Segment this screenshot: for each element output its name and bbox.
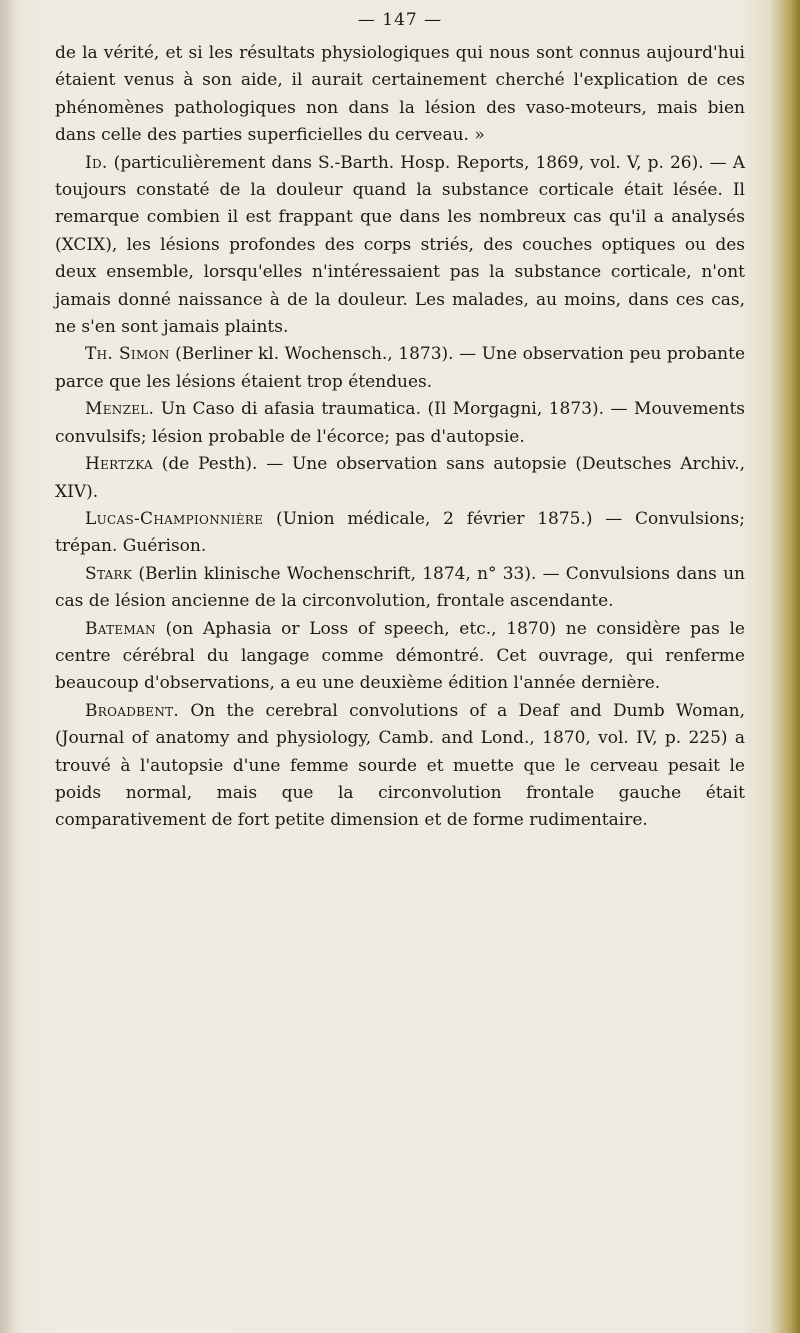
reference-entry: [55, 341, 745, 396]
reference-author: Stark: [85, 563, 133, 584]
page-body: [55, 40, 745, 835]
reference-text: (de Pesth). — Une observation sans autopsie (Deutsches Archiv., XIV).: [55, 454, 745, 502]
reference-author: Broadbent.: [85, 700, 180, 721]
reference-entry: [55, 506, 745, 561]
paragraph-text: de la vérité, et si les résultats physiologiques qui nous sont connus aujourd'hui étaient venus à son aide, il aurait certainement cherché l'explication de ces phénomènes pathologiques non dans la lésion des vaso-moteurs, mais bien dans celle des parties superficielles du cerveau. »: [55, 43, 745, 146]
reference-text: (Berliner kl. Wochensch., 1873). — Une observation peu probante parce que les lésions étaient trop étendues.: [55, 344, 746, 392]
reference-author: Bateman: [85, 618, 156, 639]
page-number: — 147 —: [357, 10, 443, 30]
reference-entry: [55, 698, 745, 835]
reference-text: (on Aphasia or Loss of speech, etc., 1870) ne considère pas le centre cérébral du langage comme démontré. Cet ouvrage, qui renferme beaucoup d'observations, a eu une deuxième édition l'année dernière.: [55, 618, 745, 694]
page-gutter-shadow: [0, 0, 14, 1333]
reference-entry: [55, 561, 745, 616]
reference-author: Th. Simon: [85, 344, 170, 365]
reference-text: On the cerebral convolutions of a Deaf and Dumb Woman, (Journal of anatomy and physiology, Camb. and Lond., 1870, vol. IV, p. 225) a trouvé à l'autopsie d'une femme sourde et muette que le cerveau pesait le poids normal, mais que la circonvolution frontale gauche était comparativement de fort petite dimension et de forme rudimentaire.: [55, 700, 745, 831]
reference-author: Id.: [85, 152, 108, 173]
reference-entry: [55, 616, 745, 698]
reference-text: (Berlin klinische Wochenschrift, 1874, n° 33). — Convulsions dans un cas de lésion ancienne de la circonvolution, frontale ascendante.: [55, 563, 745, 612]
reference-entry: [55, 150, 745, 342]
reference-author: Menzel.: [85, 399, 155, 420]
reference-text: Un Caso di afasia traumatica. (Il Morgagni, 1873). — Mouvements convulsifs; lésion probable de l'écorce; pas d'autopsie.: [55, 399, 745, 447]
reference-text: (particulièrement dans S.-Barth. Hosp. Reports, 1869, vol. V, p. 26). — A toujours constaté de la douleur quand la substance corticale était lésée. Il remarque combien il est frappant que dans les nombreux cas qu'il a analysés (XCIX), les lésions profondes des corps striés, des couches optiques ou des deux ensemble, lorsqu'elles n'intéressaient pas la substance corticale, n'ont jamais donné naissance à de la douleur. Les malades, au moins, dans ces cas, ne s'en sont jamais plaints.: [55, 152, 745, 338]
reference-text: (Union médicale, 2 février 1875.) — Convulsions; trépan. Guérison.: [55, 508, 745, 557]
paragraph-continuation: [55, 40, 745, 150]
reference-entry: [55, 396, 745, 451]
reference-author: Hertzka: [85, 454, 153, 475]
reference-author: Lucas-Championnière: [85, 508, 264, 529]
reference-entry: [55, 451, 745, 506]
